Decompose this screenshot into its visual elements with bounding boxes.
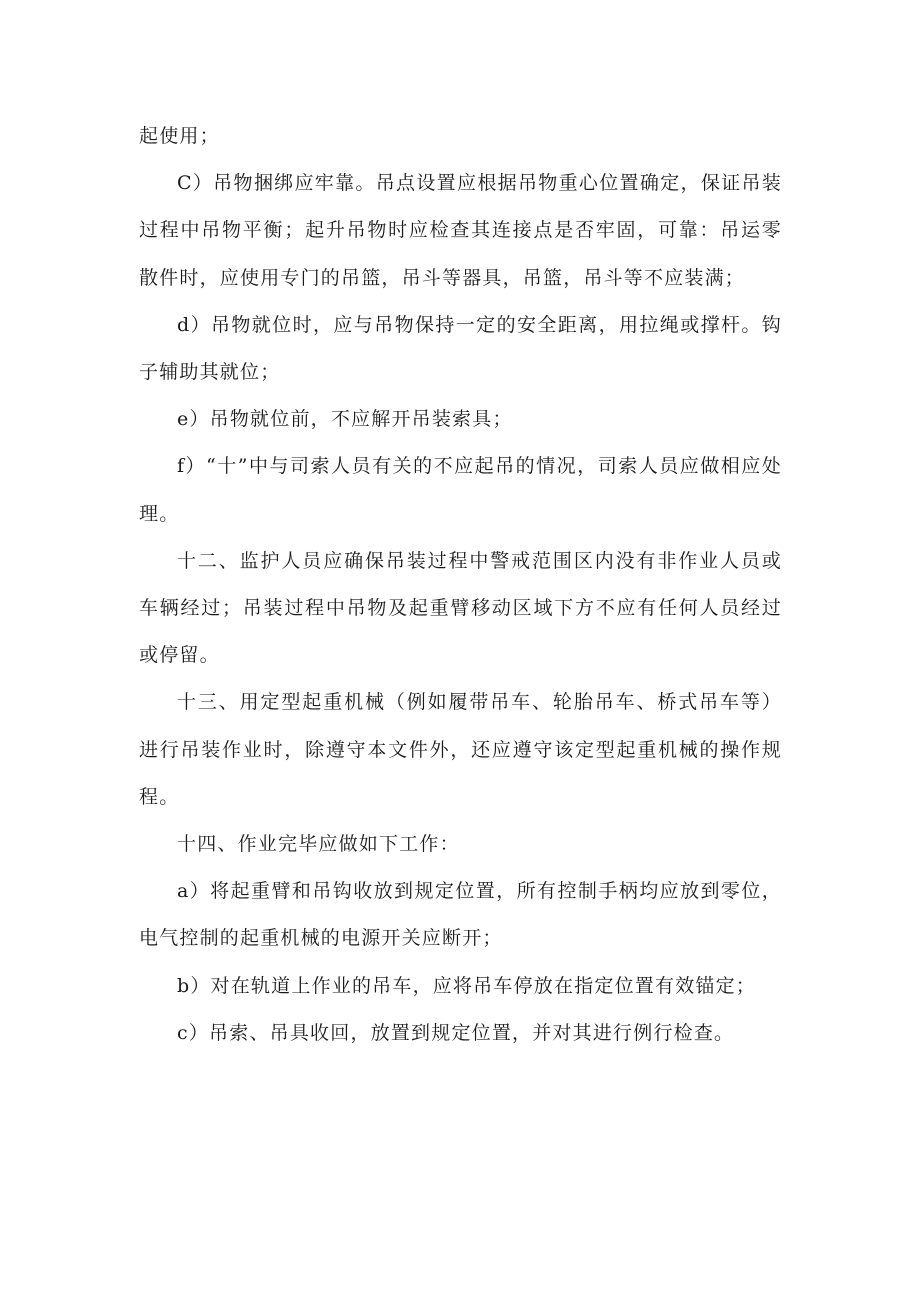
paragraph-item-a: a）将起重臂和吊钩收放到规定位置，所有控制手柄均应放到零位，电气控制的起重机械的电源开关应断开； xyxy=(139,880,782,950)
document-body xyxy=(139,113,782,1057)
paragraph-item-c-final: c）吊索、吊具收回，放置到规定位置，并对其进行例行检查。 xyxy=(177,1021,735,1044)
paragraph-item-f: f）“十”中与司索人员有关的不应起吊的情况，司索人员应做相应处理。 xyxy=(139,455,782,525)
paragraph-section-12: 十二、监护人员应确保吊装过程中警戒范围区内没有非作业人员或车辆经过；吊装过程中吊物及起重臂移动区域下方不应有任何人员经过或停留。 xyxy=(139,549,782,667)
paragraph-item-d: d）吊物就位时，应与吊物保持一定的安全距离，用拉绳或撑杆。钩子辅助其就位； xyxy=(139,313,782,384)
paragraph-continuation: 起使用； xyxy=(139,125,220,147)
paragraph-item-e: e）吊物就位前，不应解开吊装索具； xyxy=(177,408,513,431)
paragraph-section-14: 十四、作业完毕应做如下工作： xyxy=(177,833,460,856)
paragraph-section-13: 十三、用定型起重机械（例如履带吊车、轮胎吊车、桥式吊车等）进行吊装作业时，除遵守本文件外，还应遵守该定型起重机械的操作规程。 xyxy=(139,691,782,808)
paragraph-item-b: b）对在轨道上作业的吊车，应将吊车停放在指定位置有效锚定； xyxy=(177,974,756,997)
paragraph-item-c: C）吊物捆绑应牢靠。吊点设置应根据吊物重心位置确定，保证吊装过程中吊物平衡；起升吊物时应检查其连接点是否牢固，可靠：吊运零散件时，应使用专门的吊篮，吊斗等器具，吊篮，吊斗等不应装满； xyxy=(139,172,782,289)
